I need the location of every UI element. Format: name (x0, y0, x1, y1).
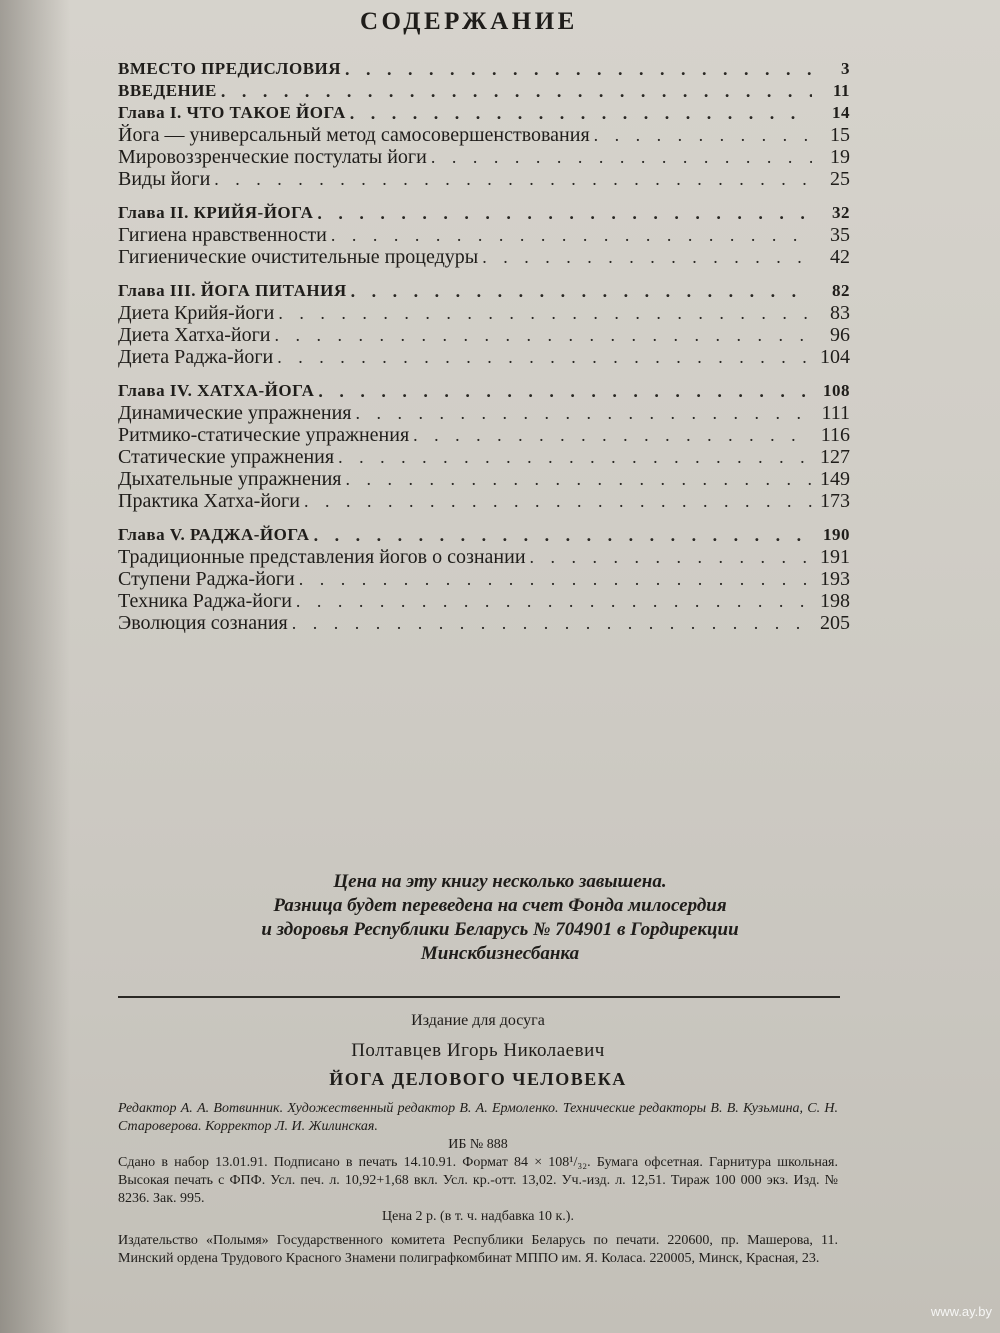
toc-section-row (118, 302, 850, 324)
toc-entry-label: Глава I. ЧТО ТАКОЕ ЙОГА (118, 103, 346, 122)
toc-chapter-row (118, 524, 850, 546)
toc-leader-dots (214, 168, 812, 190)
toc-section-row (118, 468, 850, 490)
toc-leader-dots (221, 80, 812, 102)
toc-page-number: 82 (832, 281, 850, 300)
toc-section-row (118, 124, 850, 146)
toc-section-row (118, 168, 850, 190)
toc-section-row (118, 446, 850, 468)
toc-chapter-row (118, 58, 850, 80)
imprint-price: Цена 2 р. (в т. ч. надбавка 10 к.). (382, 1209, 574, 1224)
toc-page-number: 173 (820, 490, 850, 512)
toc-group-gap (118, 368, 850, 380)
toc-section-row (118, 402, 850, 424)
toc-leader-dots (355, 402, 812, 424)
toc-entry-label: ВМЕСТО ПРЕДИСЛОВИЯ (118, 59, 342, 78)
imprint-ib-number: ИБ № 888 (448, 1137, 508, 1152)
toc-page-number: 205 (820, 612, 850, 634)
table-of-contents (118, 58, 850, 634)
toc-group-gap (118, 268, 850, 280)
toc-page-number: 104 (820, 346, 850, 368)
toc-section-row (118, 612, 850, 634)
toc-leader-dots (304, 490, 812, 512)
imprint-edition: Издание для досуга (411, 1012, 545, 1029)
toc-page-number: 127 (820, 446, 850, 468)
imprint-publisher: Издательство «Полымя» Государственного комитета Республики Беларусь по печати. 220600, пр. Машерова, 11. Минский ордена Трудового Красного Знамени полиграфкомбинат МППО им. Я. Коласа. 220005, Минск, Красная, 23. (118, 1233, 838, 1266)
toc-leader-dots (317, 202, 812, 224)
toc-entry-label: Виды йоги (118, 168, 211, 190)
toc-page-number: 15 (830, 124, 850, 146)
toc-section-row (118, 346, 850, 368)
toc-section-row (118, 424, 850, 446)
toc-entry-label: Динамические упражнения (118, 402, 352, 424)
toc-leader-dots (275, 324, 812, 346)
toc-section-row (118, 146, 850, 168)
toc-entry-label: Диета Хатха-йоги (118, 324, 271, 346)
toc-section-row (118, 490, 850, 512)
toc-leader-dots (296, 590, 812, 612)
toc-page-number: 3 (841, 59, 850, 78)
toc-section-row (118, 246, 850, 268)
toc-leader-dots (530, 546, 812, 568)
toc-entry-label: Традиционные представления йогов о сознании (118, 546, 526, 568)
toc-chapter-row (118, 102, 850, 124)
toc-entry-label: Глава V. РАДЖА-ЙОГА (118, 525, 310, 544)
toc-section-row (118, 324, 850, 346)
toc-entry-label: Глава II. КРИЙЯ-ЙОГА (118, 203, 314, 222)
toc-entry-label: Ступени Раджа-йоги (118, 568, 295, 590)
toc-section-row (118, 590, 850, 612)
toc-leader-dots (299, 568, 812, 590)
toc-page-number: 35 (830, 224, 850, 246)
watermark: www.ay.by (930, 1304, 992, 1319)
toc-leader-dots (331, 224, 812, 246)
toc-leader-dots (318, 380, 812, 402)
toc-page-number: 116 (820, 424, 850, 446)
toc-leader-dots (482, 246, 812, 268)
toc-page-number: 32 (832, 203, 850, 222)
toc-group-gap (118, 190, 850, 202)
imprint-author: Полтавцев Игорь Николаевич (351, 1040, 605, 1061)
toc-page-number: 190 (823, 525, 850, 544)
toc-page-number: 108 (823, 381, 850, 400)
toc-entry-label: Статические упражнения (118, 446, 335, 468)
price-notice (150, 870, 850, 966)
toc-entry-label: Ритмико-статические упражнения (118, 424, 410, 446)
toc-chapter-row (118, 202, 850, 224)
toc-leader-dots (431, 146, 812, 168)
divider-rule (118, 996, 840, 998)
toc-page-number: 14 (832, 103, 850, 122)
toc-entry-label: Гигиенические очистительные процедуры (118, 246, 479, 268)
toc-entry-label: Глава III. ЙОГА ПИТАНИЯ (118, 281, 347, 300)
toc-leader-dots (314, 524, 812, 546)
toc-page-number: 198 (820, 590, 850, 612)
toc-page-number: 191 (820, 546, 850, 568)
toc-page-number: 42 (830, 246, 850, 268)
toc-leader-dots (350, 102, 812, 124)
toc-entry-label: Гигиена нравственности (118, 224, 327, 246)
toc-page-number: 19 (830, 146, 850, 168)
toc-entry-label: Диета Раджа-йоги (118, 346, 274, 368)
toc-entry-label: Практика Хатха-йоги (118, 490, 300, 512)
toc-entry-label: Эволюция сознания (118, 612, 288, 634)
page-edge-shadow (0, 0, 70, 1333)
toc-leader-dots (594, 124, 812, 146)
toc-entry-label: Мировоззренческие постулаты йоги (118, 146, 427, 168)
toc-entry-label: Техника Раджа-йоги (118, 590, 292, 612)
notice-line: Разница будет переведена на счет Фонда милосердия (273, 895, 727, 916)
toc-chapter-row (118, 80, 850, 102)
toc-page-number: 11 (832, 81, 850, 100)
toc-section-row (118, 224, 850, 246)
toc-leader-dots (278, 302, 812, 324)
toc-page-number: 83 (830, 302, 850, 324)
toc-page-number: 111 (821, 402, 850, 424)
toc-entry-label: Йога — универсальный метод самосовершенствования (118, 124, 590, 146)
toc-leader-dots (351, 280, 812, 302)
toc-leader-dots (413, 424, 812, 446)
imprint-book-title: ЙОГА ДЕЛОВОГО ЧЕЛОВЕКА (329, 1069, 627, 1089)
imprint-editors: Редактор А. А. Вотвинник. Художественный редактор В. А. Ермоленко. Технические редакторы В. В. Кузьмина, С. Н. Староверова. Корректор Л. И. Жилинская. (118, 1101, 838, 1134)
notice-line: Цена на эту книгу несколько завышена. (333, 871, 667, 892)
toc-page-number: 193 (820, 568, 850, 590)
imprint-print-details: Сдано в набор 13.01.91. Подписано в печать 14.10.91. Формат 84 × 108¹/₃₂. Бумага офсетная. Гарнитура школьная. Высокая печать с ФПФ. Усл. печ. л. 10,92+1,68 вкл. Усл. кр.-отт. 13,02. Уч.-изд. л. 12,51. Тираж 100 000 экз. Изд. № 8236. Зак. 995. (118, 1155, 838, 1206)
notice-line: Минскбизнесбанка (420, 943, 580, 964)
toc-leader-dots (277, 346, 812, 368)
notice-line: и здоровья Республики Беларусь № 704901 в Гордирекции (261, 919, 739, 940)
toc-entry-label: Диета Крийя-йоги (118, 302, 275, 324)
toc-chapter-row (118, 380, 850, 402)
toc-leader-dots (346, 468, 813, 490)
toc-leader-dots (345, 58, 812, 80)
toc-page-number: 149 (820, 468, 850, 490)
toc-leader-dots (292, 612, 812, 634)
imprint-block (118, 1010, 838, 1268)
toc-section-row (118, 546, 850, 568)
toc-entry-label: ВВЕДЕНИЕ (118, 81, 217, 100)
toc-leader-dots (338, 446, 812, 468)
page-title: СОДЕРЖАНИЕ (360, 8, 578, 35)
toc-entry-label: Глава IV. ХАТХА-ЙОГА (118, 381, 315, 400)
toc-page-number: 25 (830, 168, 850, 190)
toc-group-gap (118, 512, 850, 524)
toc-page-number: 96 (830, 324, 850, 346)
toc-entry-label: Дыхательные упражнения (118, 468, 342, 490)
toc-chapter-row (118, 280, 850, 302)
toc-section-row (118, 568, 850, 590)
